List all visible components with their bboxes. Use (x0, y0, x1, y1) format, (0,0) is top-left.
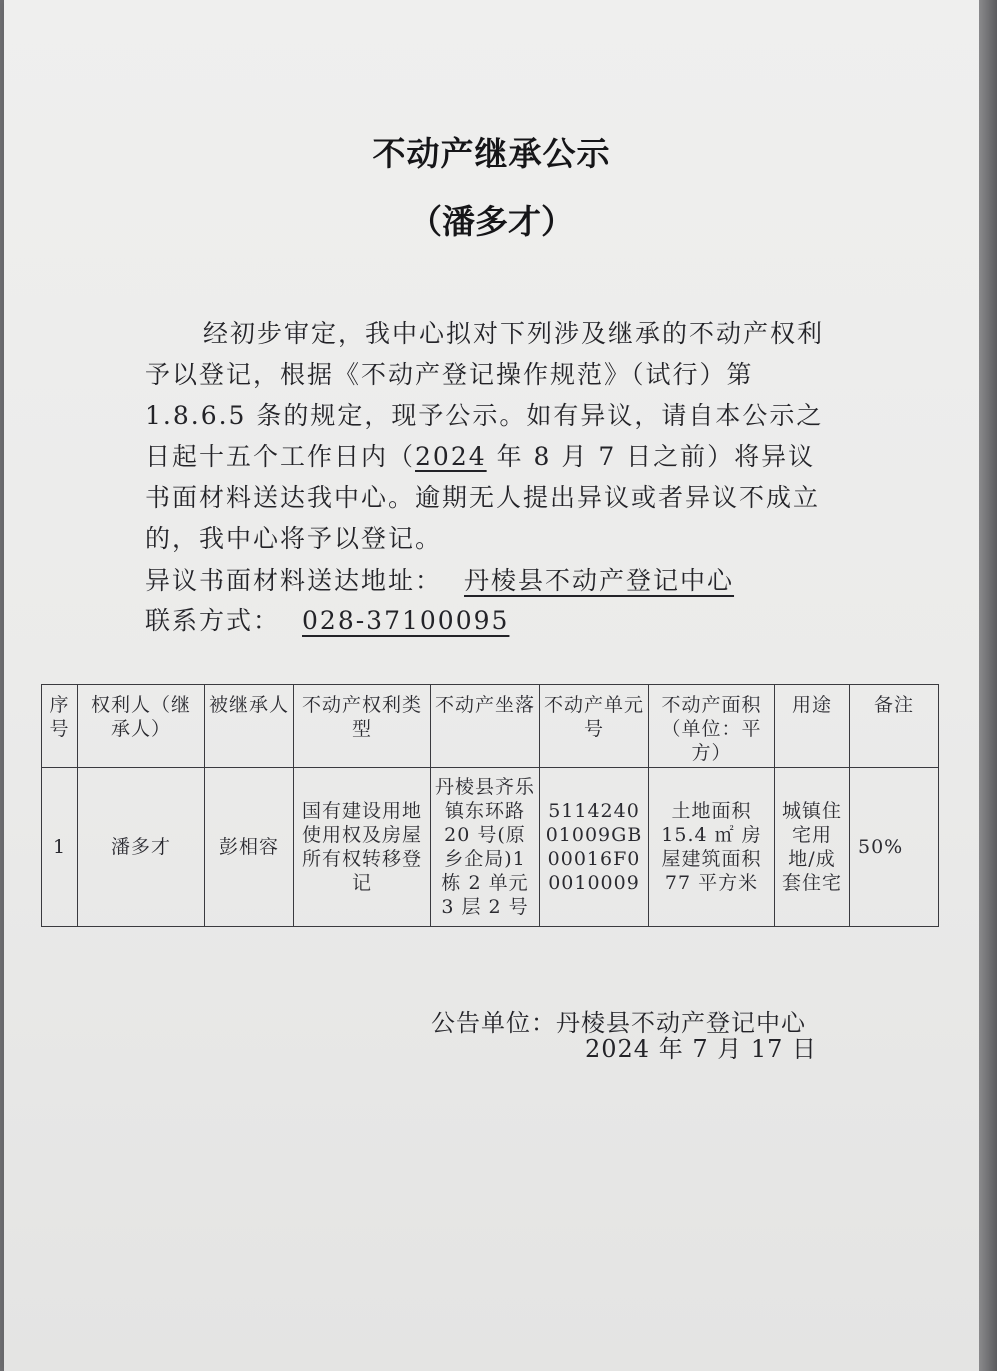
issue-date: 2024 年 7 月 17 日 (585, 1035, 818, 1063)
contact-line (145, 601, 509, 637)
cell-seq: 1 (42, 768, 78, 927)
cell-area: 土地面积 15.4 ㎡ 房屋建筑面积 77 平方米 (649, 768, 775, 927)
header-note: 备注 (850, 685, 939, 768)
header-right-type: 不动产权利类型 (294, 685, 431, 768)
address-line (145, 561, 734, 597)
cell-right-type: 国有建设用地使用权及房屋所有权转移登记 (294, 768, 431, 927)
cell-holder: 潘多才 (78, 768, 205, 927)
cell-unit-no: 511424001009GB00016F00010009 (540, 768, 649, 927)
contact-value: 028-37100095 (302, 606, 510, 635)
background-edge (979, 0, 997, 1371)
header-area: 不动产面积（单位：平方） (649, 685, 775, 768)
notice-body (145, 313, 835, 559)
cell-location: 丹棱县齐乐镇东环路 20 号(原乡企局)1 栋 2 单元 3 层 2 号 (431, 768, 540, 927)
header-holder: 权利人（继承人） (78, 685, 205, 768)
header-location: 不动产坐落 (431, 685, 540, 768)
cell-usage: 城镇住宅用地/成套住宅 (775, 768, 850, 927)
property-table (41, 684, 939, 927)
address-label: 异议书面材料送达地址： (145, 566, 443, 595)
table-row (42, 768, 939, 927)
notice-body-part1: 经初步审定，我中心拟对下列涉及继承的不动产权利予以登记，根据《不动产登记操作规范》（试行）第 1.8.6.5 条的规定，现予公示。如有异议，请自本公示之日起十五个工作日内（ (145, 319, 825, 471)
contact-label: 联系方式： (145, 606, 281, 635)
header-seq: 序号 (42, 685, 78, 768)
page-subtitle: （潘多才） (409, 202, 574, 241)
header-usage: 用途 (775, 685, 850, 768)
cell-decedent: 彭相容 (205, 768, 294, 927)
table-header-row (42, 685, 939, 768)
notice-body-part2: 年 8 月 7 日之前）将异议书面材料送达我中心。逾期无人提出异议或者异议不成立的，我中心将予以登记。 (145, 442, 821, 553)
address-value: 丹棱县不动产登记中心 (464, 566, 735, 595)
header-unit-no: 不动产单元号 (540, 685, 649, 768)
page-title: 不动产继承公示 (372, 134, 611, 173)
header-decedent: 被继承人 (205, 685, 294, 768)
notice-body-year: 2024 (415, 442, 487, 471)
issuer-line: 公告单位：丹棱县不动产登记中心 (431, 1009, 806, 1037)
cell-note: 50% (850, 768, 939, 927)
